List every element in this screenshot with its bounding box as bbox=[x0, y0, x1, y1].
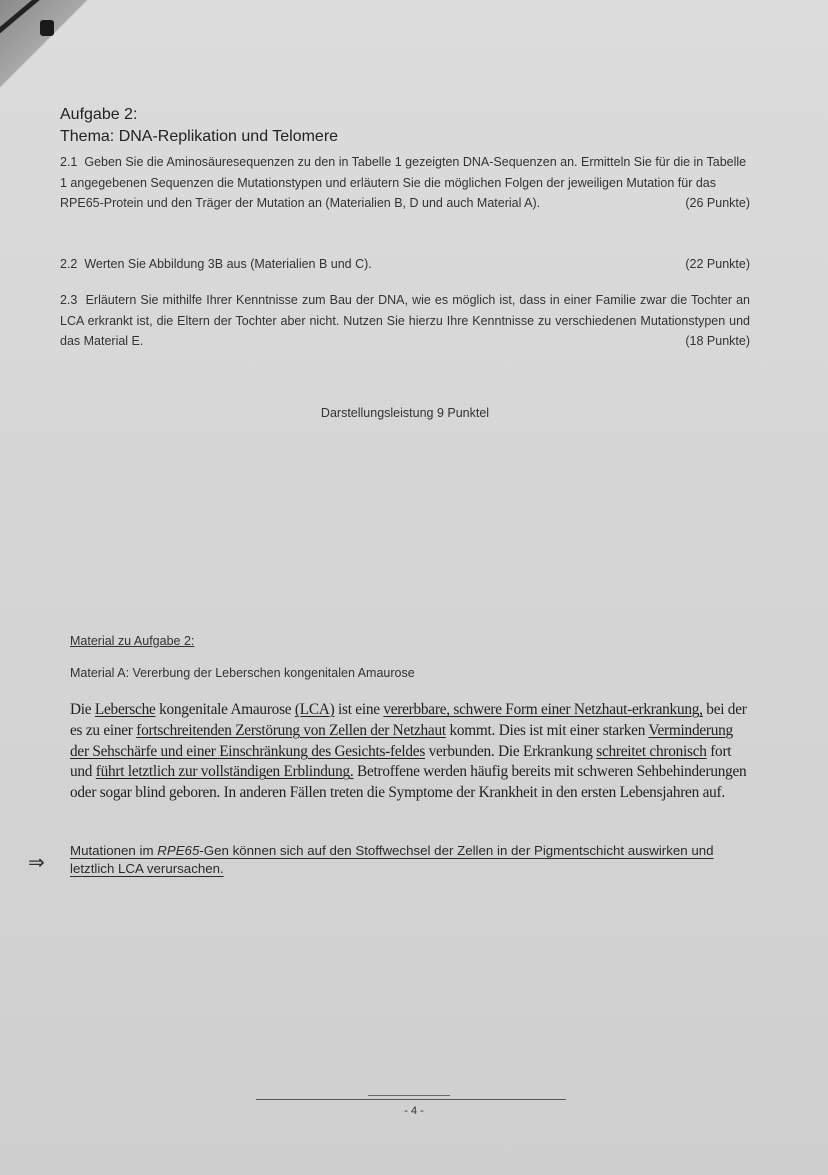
handwritten-arrow-icon: ⇒ bbox=[28, 850, 45, 874]
text: kongenitale Amaurose bbox=[155, 701, 295, 718]
text: Die bbox=[70, 701, 95, 718]
text: kommt. Dies ist mit einer starken bbox=[445, 721, 649, 739]
gene-name: RPE65 bbox=[157, 843, 200, 858]
text: -Gen können sich auf den Stoffwechsel der Zellen in der Pigmentschicht auswirken und letztlich LCA verursachen. bbox=[70, 843, 714, 876]
task-2-3 bbox=[60, 290, 750, 352]
task-text: Werten Sie Abbildung 3B aus (Materialien B und C). bbox=[84, 257, 372, 271]
task-2-2 bbox=[60, 254, 750, 275]
task-title: Aufgabe 2: bbox=[60, 106, 138, 123]
underlined-text: (LCA) bbox=[294, 701, 335, 718]
presentation-points: Darstellungsleistung 9 Punktel bbox=[320, 406, 490, 420]
underlined-text: Verminderung der Sehschärfe und einer Einschränkung des Gesichts-feldes bbox=[70, 721, 733, 760]
text: ist eine bbox=[334, 701, 384, 718]
text: fort und bbox=[70, 742, 732, 781]
underlined-text: fortschreitenden Zerstörung von Zellen der Netzhaut bbox=[136, 721, 446, 739]
page-number: - 4 - bbox=[404, 1105, 424, 1117]
text: bei der es zu einer bbox=[70, 701, 747, 739]
material-heading: Material zu Aufgabe 2: bbox=[70, 634, 195, 648]
task-points: (22 Punkte) bbox=[685, 257, 750, 271]
task-text: Geben Sie die Aminosäuresequenzen zu den in Tabelle 1 gezeigten DNA-Sequenzen an. Ermitteln Sie für die in Tabelle 1 angegebenen Sequenzen die Mutationstypen und erläutern Sie die möglichen Folgen der jeweiligen Mutation für das RPE65-Protein und den Träger der Mutation an (Materialien B, D und auch Material A). bbox=[60, 155, 747, 210]
task-text: Erläutern Sie mithilfe Ihrer Kenntnisse zum Bau der DNA, wie es möglich ist, dass in einer Familie zwar die Tochter an LCA erkrankt ist, die Eltern der Tochter aber nicht. Nutzen Sie hierzu Ihre Kenntnisse zu verschiedenen Mutationstypen und das Material E. bbox=[60, 293, 750, 348]
task-number: 2.3 bbox=[60, 293, 78, 307]
clip-mark bbox=[40, 20, 54, 36]
footer-rule-short bbox=[368, 1095, 450, 1096]
task-points: (18 Punkte) bbox=[685, 334, 750, 348]
text: Mutationen im bbox=[70, 843, 158, 858]
task-number: 2.2 bbox=[60, 257, 78, 271]
footer-rule bbox=[256, 1099, 566, 1100]
task-points: (26 Punkte) bbox=[685, 196, 750, 210]
underlined-text: Lebersche bbox=[94, 701, 156, 718]
task-number: 2.1 bbox=[60, 155, 78, 169]
text: verbunden. Die Erkrankung bbox=[425, 742, 597, 760]
topic-title: Thema: DNA-Replikation und Telomere bbox=[60, 128, 339, 145]
underlined-text: schreitet chronisch bbox=[596, 742, 707, 760]
scan-corner-shadow bbox=[0, 0, 90, 90]
material-a-paragraph bbox=[70, 700, 748, 804]
text: Betroffene werden häufig bereits mit schweren Sehbehinderungen oder sogar blind geboren. In anderen Fällen treten die Symptome der Krankheit in den ersten Lebensjahren auf. bbox=[70, 763, 747, 802]
underlined-text: führt letztlich zur vollständigen Erblindung. bbox=[95, 763, 354, 781]
underlined-text: vererbbare, schwere Form einer Netzhaut-erkrankung, bbox=[383, 701, 703, 718]
mutation-note bbox=[70, 842, 760, 878]
task-2-1 bbox=[60, 152, 750, 214]
material-a-title: Material A: Vererbung der Leberschen kongenitalen Amaurose bbox=[70, 666, 415, 680]
